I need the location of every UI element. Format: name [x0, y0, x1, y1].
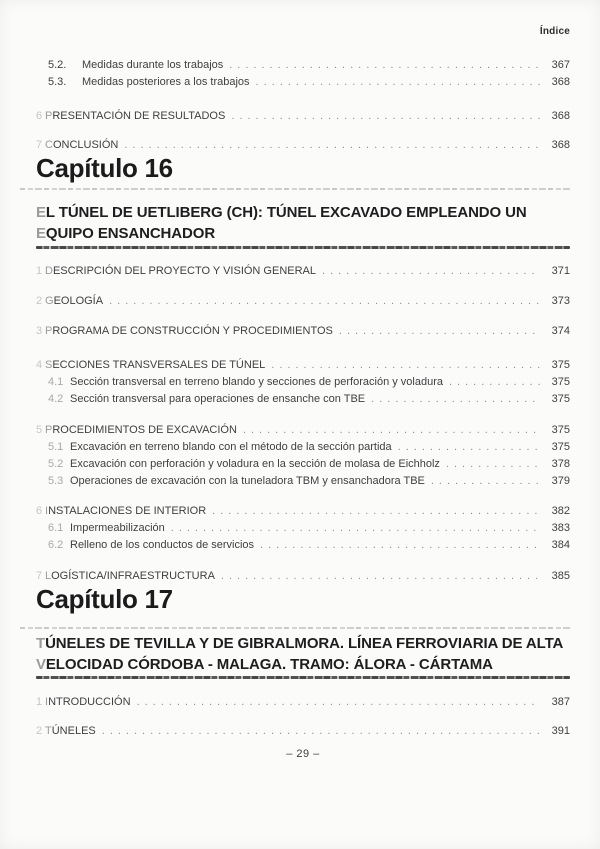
toc-row [48, 456, 570, 473]
leader-dots [212, 503, 540, 520]
leader-dots [449, 374, 540, 391]
page-ref: 368 [551, 110, 570, 122]
scan-artifact-line [20, 627, 570, 629]
toc-row [36, 568, 570, 585]
item-number: 5.2. [48, 59, 67, 71]
item-label: Sección transversal para operaciones de ensanche con TBE [70, 393, 366, 405]
leader-dots [171, 520, 540, 537]
toc-row [48, 439, 570, 456]
page-ref: 391 [551, 725, 570, 737]
page-ref: 379 [551, 475, 570, 487]
item-label: SECCIONES TRANSVERSALES DE TÚNEL [45, 359, 266, 371]
item-label: Medidas posteriores a los trabajos [82, 76, 250, 88]
page-ref: 367 [551, 59, 570, 71]
running-header: Índice [539, 26, 570, 37]
item-number: 6.2 [48, 539, 64, 551]
page-ref: 378 [551, 458, 570, 470]
chapter-16-heading: Capítulo 16 [36, 153, 173, 183]
toc-row [48, 74, 570, 91]
toc-row [36, 422, 570, 439]
page-ref: 384 [551, 539, 570, 551]
page-ref: 368 [551, 76, 570, 88]
chapter-title-line: VELOCIDAD CÓRDOBA - MALAGA. TRAMO: ÁLORA - CÁRTAMA [36, 656, 493, 673]
item-number: 6.1 [48, 522, 64, 534]
page-ref: 387 [551, 696, 570, 708]
page-ref: 374 [551, 325, 570, 337]
page-ref: 382 [551, 505, 570, 517]
leader-dots [260, 537, 540, 554]
item-label: PRESENTACIÓN DE RESULTADOS [45, 110, 226, 122]
title-underline [36, 676, 570, 679]
leader-dots [271, 357, 540, 374]
toc-row [48, 520, 570, 537]
toc-row [36, 108, 570, 125]
chapter-title-line: TÚNELES DE TEVILLA Y DE GIBRALMORA. LÍNEA FERROVIARIA DE ALTA [36, 635, 564, 652]
page-ref: 375 [551, 393, 570, 405]
item-number: 6 [36, 110, 43, 122]
item-label: PROGRAMA DE CONSTRUCCIÓN Y PROCEDIMIENTOS [45, 325, 333, 337]
toc-row [48, 537, 570, 554]
chapter-17-heading: Capítulo 17 [36, 584, 173, 614]
item-number: 4.1 [48, 376, 64, 388]
item-number: 7 [36, 139, 43, 151]
page-ref: 385 [551, 570, 570, 582]
item-label: Excavación en terreno blando con el método de la sección partida [70, 441, 392, 453]
item-number: 5.1 [48, 441, 64, 453]
toc-row [36, 137, 570, 154]
page-ref: 375 [551, 441, 570, 453]
item-label: GEOLOGÍA [45, 295, 104, 307]
item-number: 5.3. [48, 76, 67, 88]
leader-dots [243, 422, 540, 439]
item-number: 5.2 [48, 458, 64, 470]
title-underline [36, 246, 570, 249]
leader-dots [339, 323, 540, 340]
item-number: 5 [36, 424, 43, 436]
leader-dots [221, 568, 540, 585]
item-label: TÚNELES [45, 725, 96, 737]
item-number: 1 [36, 696, 43, 708]
item-label: PROCEDIMIENTOS DE EXCAVACIÓN [45, 424, 237, 436]
item-label: Sección transversal en terreno blando y secciones de perforación y voladura [70, 376, 443, 388]
item-number: 6 [36, 505, 43, 517]
page-ref: 375 [551, 359, 570, 371]
leader-dots [102, 723, 540, 740]
leader-dots [322, 263, 540, 280]
toc-row [48, 374, 570, 391]
page-ref: 375 [551, 376, 570, 388]
leader-dots [256, 74, 540, 91]
item-label: INTRODUCCIÓN [45, 696, 131, 708]
item-number: 7 [36, 570, 43, 582]
item-number: 3 [36, 325, 43, 337]
scan-artifact-line [20, 188, 570, 190]
item-label: LOGÍSTICA/INFRAESTRUCTURA [45, 570, 215, 582]
item-label: Medidas durante los trabajos [82, 59, 224, 71]
item-label: Impermeabilización [70, 522, 165, 534]
page-ref: 368 [551, 139, 570, 151]
toc-row [36, 357, 570, 374]
toc-row [36, 723, 570, 740]
page-ref: 371 [551, 265, 570, 277]
page-ref: 373 [551, 295, 570, 307]
toc-row [36, 694, 570, 711]
leader-dots [371, 391, 540, 408]
page-ref: 383 [551, 522, 570, 534]
item-number: 2 [36, 295, 43, 307]
leader-dots [109, 293, 540, 310]
chapter-title-line: EQUIPO ENSANCHADOR [36, 225, 216, 242]
page-ref: 375 [551, 424, 570, 436]
toc-row [36, 293, 570, 310]
item-number: 2 [36, 725, 43, 737]
item-label: Relleno de los conductos de servicios [70, 539, 255, 551]
item-number: 4.2 [48, 393, 64, 405]
chapter-title-line: EL TÚNEL DE UETLIBERG (CH): TÚNEL EXCAVADO EMPLEANDO UN [36, 204, 527, 221]
leader-dots [137, 694, 540, 711]
leader-dots [431, 473, 540, 490]
leader-dots [124, 137, 540, 154]
item-label: Excavación con perforación y voladura en la sección de molasa de Eichholz [70, 458, 440, 470]
chapter-17-title [36, 633, 570, 675]
toc-row [48, 57, 570, 74]
toc-row [48, 473, 570, 490]
item-number: 5.3 [48, 475, 64, 487]
item-label: Operaciones de excavación con la tuneladora TBM y ensanchadora TBE [70, 475, 425, 487]
chapter-16-title [36, 202, 570, 244]
toc-row [36, 263, 570, 280]
item-number: 4 [36, 359, 43, 371]
page-number-footer: – 29 – [286, 748, 320, 760]
item-label: CONCLUSIÓN [45, 139, 119, 151]
item-number: 1 [36, 265, 43, 277]
leader-dots [229, 57, 540, 74]
item-label: INSTALACIONES DE INTERIOR [45, 505, 207, 517]
toc-row [36, 323, 570, 340]
toc-row [36, 503, 570, 520]
leader-dots [446, 456, 540, 473]
item-label: DESCRIPCIÓN DEL PROYECTO Y VISIÓN GENERAL [45, 265, 317, 277]
leader-dots [231, 108, 540, 125]
toc-row [48, 391, 570, 408]
leader-dots [398, 439, 540, 456]
